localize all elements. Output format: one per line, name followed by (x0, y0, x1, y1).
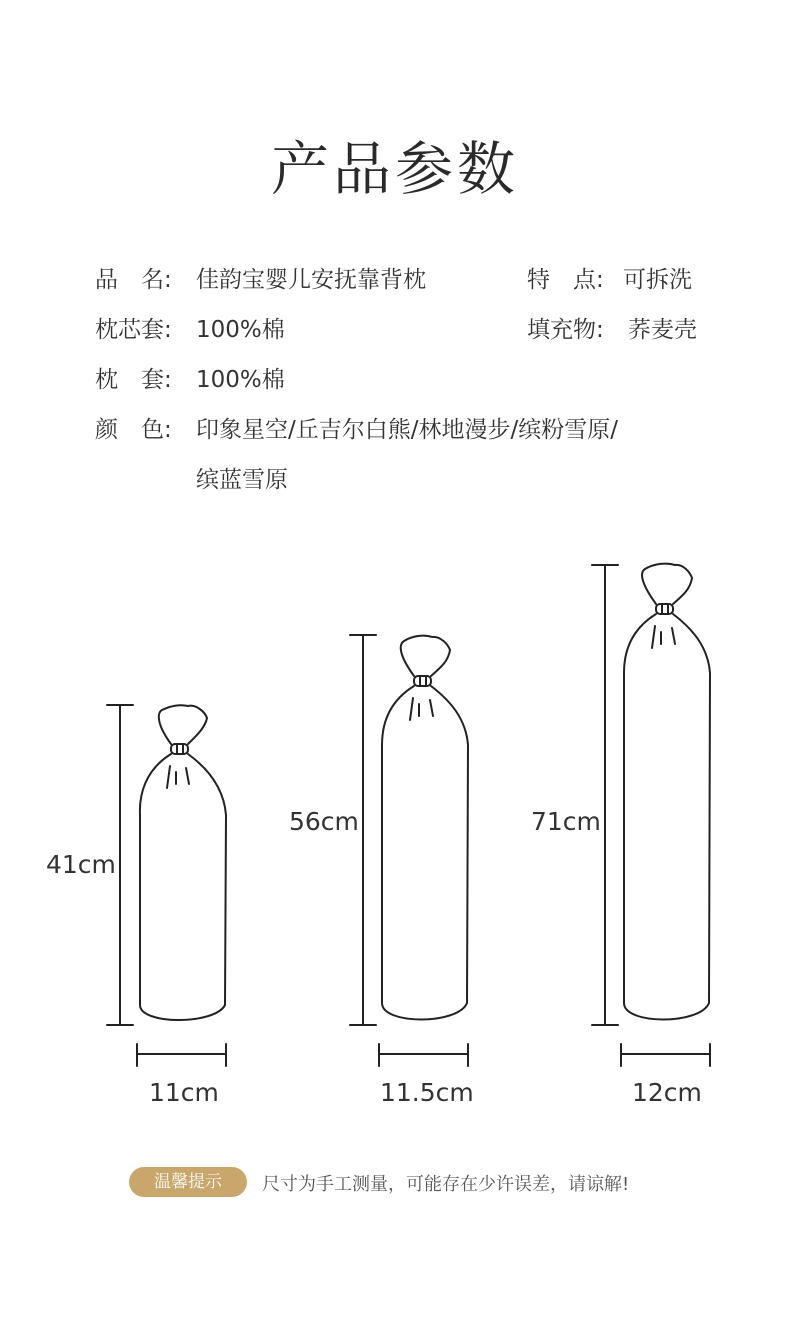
pillow-medium-height-label: 56cm (289, 807, 359, 836)
pillow-large-height-line (592, 565, 618, 1025)
pillow-large-width-label: 12cm (632, 1078, 702, 1107)
spec-filling-label: 填充物: (527, 317, 604, 343)
tip-text: 尺寸为手工测量，可能存在少许误差，请谅解! (262, 1174, 630, 1195)
pillow-large-drawing (624, 564, 710, 1020)
spec-core-label: 枕芯套: (95, 317, 172, 343)
pillow-small-width-label: 11cm (149, 1078, 219, 1107)
spec-color-value-line1: 印象星空/丘吉尔白熊/林地漫步/缤粉雪原/ (196, 417, 618, 443)
pillow-medium-width-label: 11.5cm (380, 1078, 474, 1107)
spec-feature-value: 可拆洗 (623, 267, 692, 293)
pillow-small-width-line (137, 1044, 226, 1066)
spec-name-value: 佳韵宝婴儿安抚靠背枕 (196, 267, 426, 293)
spec-filling-value: 荞麦壳 (628, 317, 697, 343)
tip-badge: 温馨提示 (129, 1167, 247, 1197)
pillow-large-width-line (621, 1044, 710, 1066)
spec-core-value: 100%棉 (196, 317, 285, 343)
pillow-medium-width-line (379, 1044, 468, 1066)
pillow-small-height-label: 41cm (46, 850, 116, 879)
spec-feature-label: 特 点: (527, 267, 604, 293)
spec-color-label: 颜 色: (95, 417, 172, 443)
pillow-small-drawing (140, 705, 226, 1020)
pillow-medium-drawing (382, 636, 468, 1020)
spec-cover-value: 100%棉 (196, 367, 285, 393)
spec-cover-label: 枕 套: (95, 367, 172, 393)
pillow-large-height-label: 71cm (531, 807, 601, 836)
spec-name-label: 品 名: (95, 267, 172, 293)
page-title: 产品参数 (270, 135, 519, 203)
spec-color-value-line2: 缤蓝雪原 (196, 467, 288, 493)
